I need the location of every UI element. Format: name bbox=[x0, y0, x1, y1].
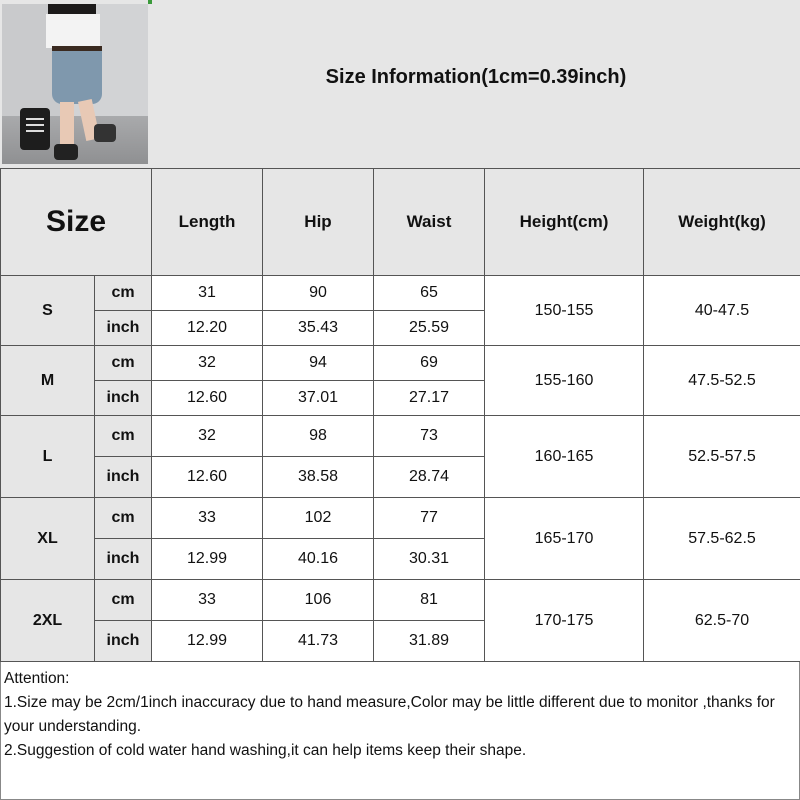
header-size: Size bbox=[1, 169, 152, 276]
cell-hip: 106 bbox=[263, 580, 374, 621]
cell-length: 12.60 bbox=[152, 457, 263, 498]
cell-length: 12.99 bbox=[152, 621, 263, 662]
header-panel bbox=[0, 0, 800, 170]
cell-length: 12.99 bbox=[152, 539, 263, 580]
header-waist: Waist bbox=[374, 169, 485, 276]
cell-waist: 69 bbox=[374, 346, 485, 381]
cell-weight: 62.5-70 bbox=[644, 580, 800, 662]
header-length: Length bbox=[152, 169, 263, 276]
header-height: Height(cm) bbox=[485, 169, 644, 276]
cell-weight: 52.5-57.5 bbox=[644, 416, 800, 498]
cell-hip: 35.43 bbox=[263, 311, 374, 346]
size-table bbox=[0, 168, 800, 662]
cell-hip: 40.16 bbox=[263, 539, 374, 580]
cell-height: 165-170 bbox=[485, 498, 644, 580]
unit-inch: inch bbox=[95, 539, 152, 580]
unit-cm: cm bbox=[95, 346, 152, 381]
cell-waist: 81 bbox=[374, 580, 485, 621]
cell-waist: 30.31 bbox=[374, 539, 485, 580]
cell-waist: 73 bbox=[374, 416, 485, 457]
cell-length: 33 bbox=[152, 498, 263, 539]
table-row bbox=[1, 276, 800, 311]
cell-length: 32 bbox=[152, 416, 263, 457]
cell-weight: 57.5-62.5 bbox=[644, 498, 800, 580]
header-hip: Hip bbox=[263, 169, 374, 276]
unit-cm: cm bbox=[95, 276, 152, 311]
cell-weight: 40-47.5 bbox=[644, 276, 800, 346]
unit-cm: cm bbox=[95, 580, 152, 621]
product-photo bbox=[2, 4, 148, 164]
cell-hip: 41.73 bbox=[263, 621, 374, 662]
cell-hip: 38.58 bbox=[263, 457, 374, 498]
unit-inch: inch bbox=[95, 457, 152, 498]
cell-length: 32 bbox=[152, 346, 263, 381]
cell-height: 150-155 bbox=[485, 276, 644, 346]
unit-inch: inch bbox=[95, 311, 152, 346]
corner-mark bbox=[148, 0, 152, 4]
size-label: XL bbox=[1, 498, 95, 580]
table-row bbox=[1, 580, 800, 621]
cell-waist: 25.59 bbox=[374, 311, 485, 346]
cell-waist: 31.89 bbox=[374, 621, 485, 662]
notes-section bbox=[4, 667, 796, 763]
table-row bbox=[1, 346, 800, 381]
cell-height: 170-175 bbox=[485, 580, 644, 662]
bag-image bbox=[20, 108, 50, 150]
notes-line-2: 2.Suggestion of cold water hand washing,it can help items keep their shape. bbox=[4, 742, 527, 759]
cell-length: 33 bbox=[152, 580, 263, 621]
cell-length: 31 bbox=[152, 276, 263, 311]
notes-heading: Attention: bbox=[4, 670, 70, 687]
cell-waist: 28.74 bbox=[374, 457, 485, 498]
cell-waist: 77 bbox=[374, 498, 485, 539]
size-label: 2XL bbox=[1, 580, 95, 662]
cell-hip: 102 bbox=[263, 498, 374, 539]
header-weight: Weight(kg) bbox=[644, 169, 800, 276]
table-row bbox=[1, 416, 800, 457]
cell-height: 155-160 bbox=[485, 346, 644, 416]
cell-hip: 37.01 bbox=[263, 381, 374, 416]
unit-inch: inch bbox=[95, 621, 152, 662]
cell-hip: 98 bbox=[263, 416, 374, 457]
cell-hip: 90 bbox=[263, 276, 374, 311]
cell-waist: 27.17 bbox=[374, 381, 485, 416]
size-label: S bbox=[1, 276, 95, 346]
cell-hip: 94 bbox=[263, 346, 374, 381]
cell-weight: 47.5-52.5 bbox=[644, 346, 800, 416]
size-label: L bbox=[1, 416, 95, 498]
page-title: Size Information(1cm=0.39inch) bbox=[325, 66, 627, 88]
unit-inch: inch bbox=[95, 381, 152, 416]
unit-cm: cm bbox=[95, 416, 152, 457]
cell-length: 12.60 bbox=[152, 381, 263, 416]
unit-cm: cm bbox=[95, 498, 152, 539]
cell-length: 12.20 bbox=[152, 311, 263, 346]
table-row bbox=[1, 498, 800, 539]
cell-waist: 65 bbox=[374, 276, 485, 311]
cell-height: 160-165 bbox=[485, 416, 644, 498]
notes-line-1: 1.Size may be 2cm/1inch inaccuracy due to hand measure,Color may be little different due to monitor ,thanks for your understanding. bbox=[4, 694, 775, 735]
size-label: M bbox=[1, 346, 95, 416]
